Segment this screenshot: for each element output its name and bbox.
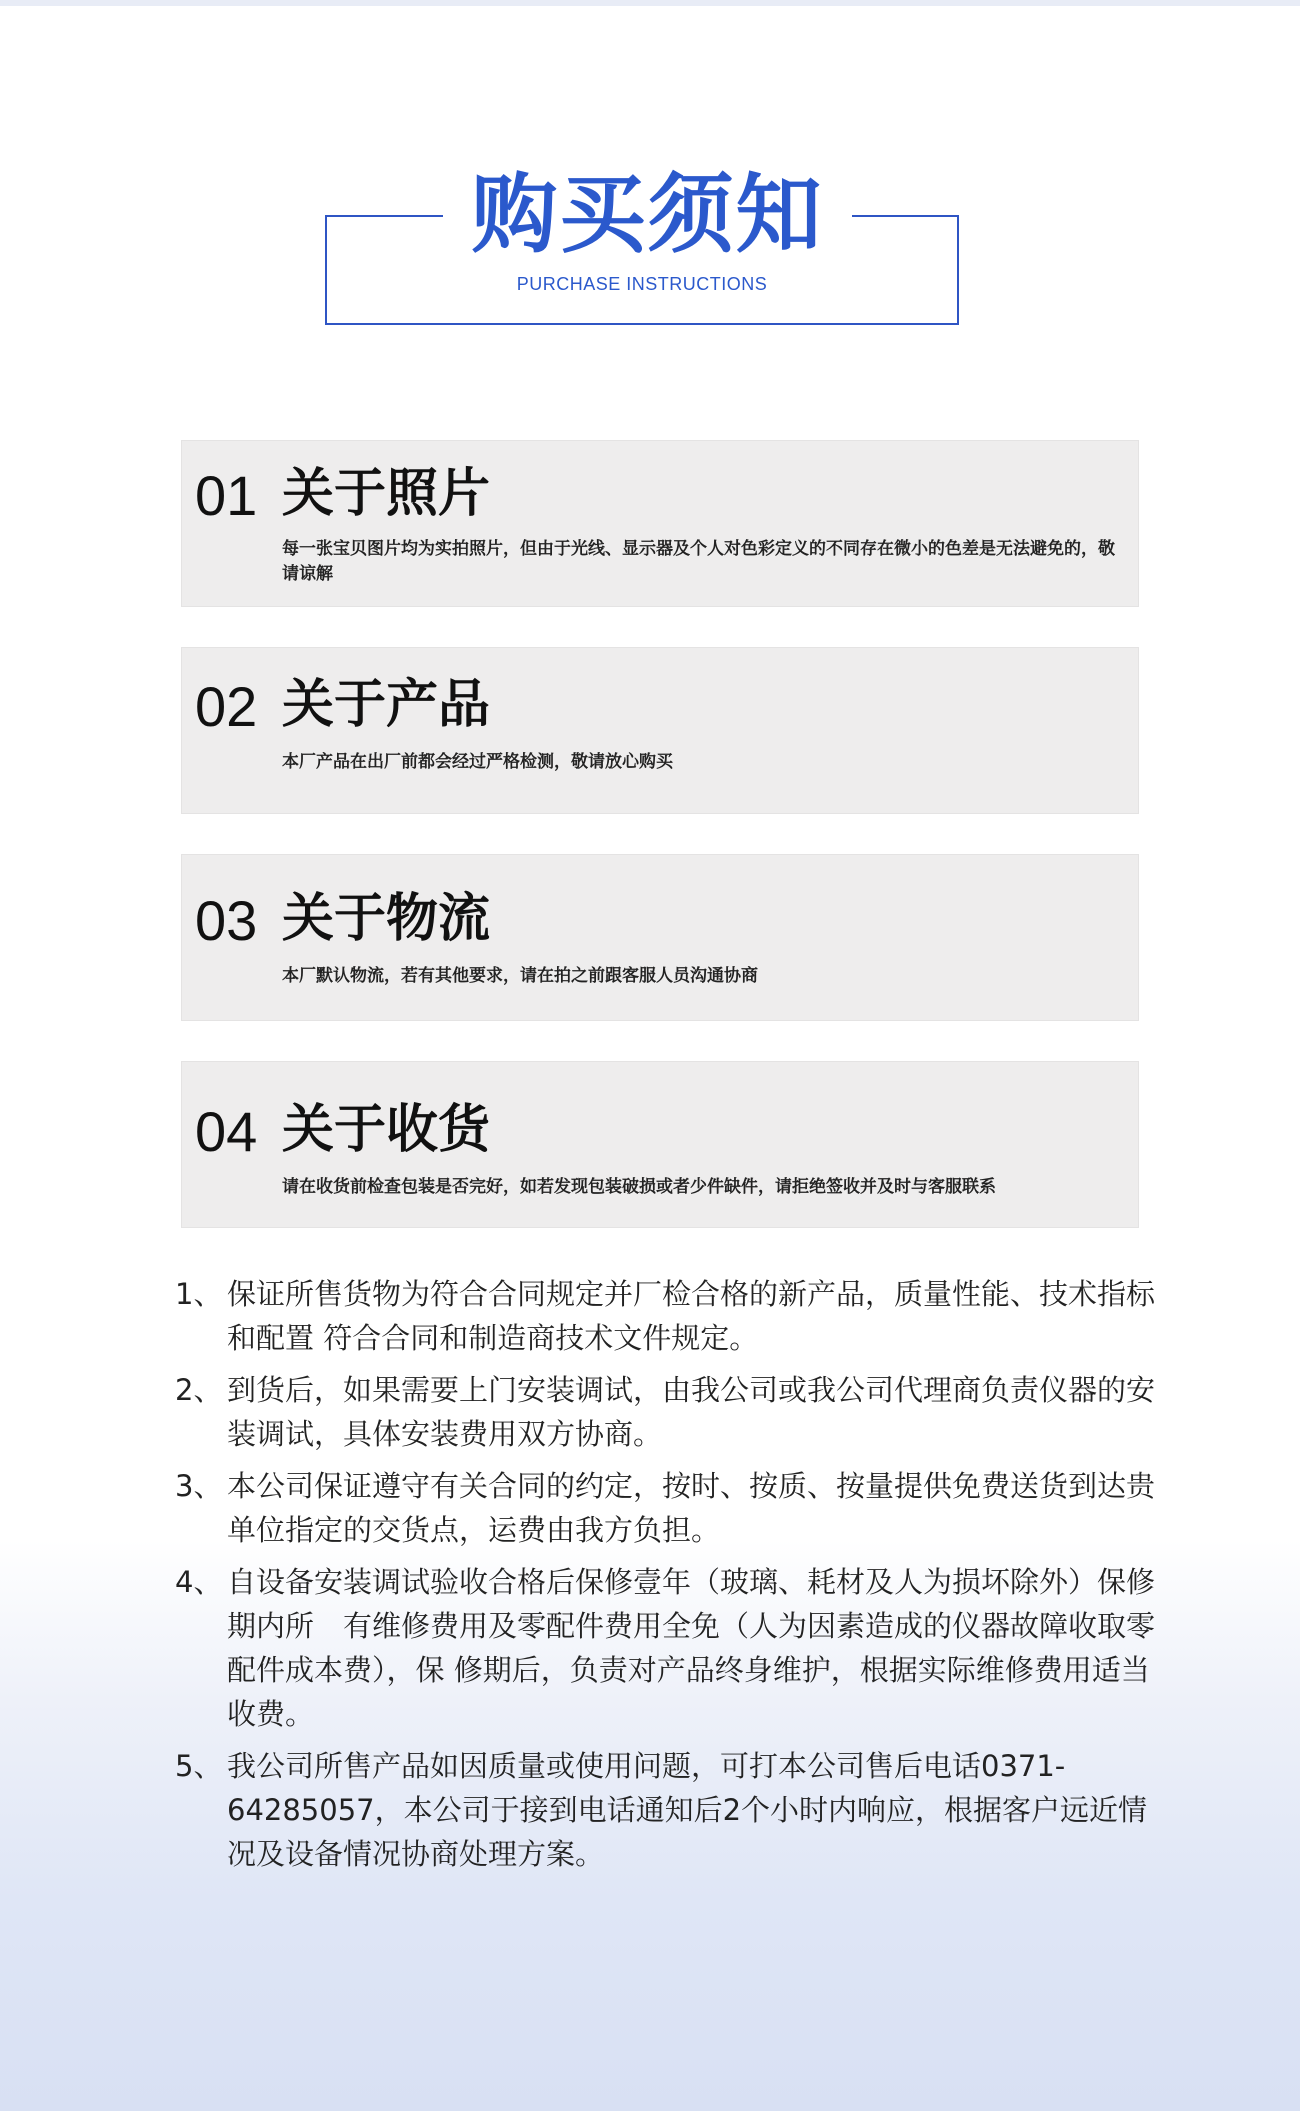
list-item	[175, 1272, 1155, 1360]
header-line-left	[325, 215, 443, 217]
info-card-products	[182, 648, 1138, 813]
info-card-receiving	[182, 1062, 1138, 1227]
list-item-number: 3、	[175, 1469, 223, 1503]
list-item-text: 到货后，如果需要上门安装调试，由我公司或我公司代理商负责仪器的安装调试，具体安装费用双方协商。	[227, 1373, 1156, 1451]
card-number: 01	[195, 464, 258, 527]
list-item-number: 1、	[175, 1277, 223, 1311]
list-item-text: 我公司所售产品如因质量或使用问题，可打本公司售后电话0371-64285057，本公司于接到电话通知后2个小时内响应，根据客户远近情况及设备情况协商处理方案。	[227, 1749, 1148, 1871]
list-item-text: 本公司保证遵守有关合同的约定，按时、按质、按量提供免费送货到达贵单位指定的交货点，运费由我方负担。	[227, 1469, 1156, 1547]
list-item	[175, 1744, 1155, 1876]
card-title: 关于收货	[282, 1100, 491, 1160]
list-item	[175, 1560, 1155, 1736]
list-item-number: 4、	[175, 1565, 223, 1599]
card-number: 03	[195, 889, 258, 952]
card-number: 04	[195, 1100, 258, 1163]
card-number: 02	[195, 675, 258, 738]
list-item-text: 自设备安装调试验收合格后保修壹年（玻璃、耗材及人为损坏除外）保修期内所 有维修费用及零配件费用全免（人为因素造成的仪器故障收取零配件成本费），保 修期后，负责对产品终身维护，根据实际维修费用适当收费。	[227, 1565, 1156, 1731]
page-title: 购买须知	[471, 165, 824, 265]
card-description: 本厂产品在出厂前都会经过严格检测，敬请放心购买	[282, 752, 673, 772]
list-item	[175, 1464, 1155, 1552]
list-item	[175, 1368, 1155, 1456]
section-header	[0, 160, 1300, 330]
card-title: 关于物流	[282, 889, 491, 949]
list-item-number: 2、	[175, 1373, 223, 1407]
terms-list	[175, 1272, 1155, 1884]
info-card-photos	[182, 441, 1138, 606]
header-line-right	[852, 215, 959, 217]
list-item-text: 保证所售货物为符合合同规定并厂检合格的新产品，质量性能、技术指标和配置 符合合同和制造商技术文件规定。	[227, 1277, 1156, 1355]
top-strip	[0, 0, 1300, 6]
info-card-logistics	[182, 855, 1138, 1020]
card-description: 每一张宝贝图片均为实拍照片，但由于光线、显示器及个人对色彩定义的不同存在微小的色差是无法避免的，敬请谅解	[282, 539, 1115, 584]
card-title: 关于产品	[282, 675, 491, 735]
card-title: 关于照片	[282, 464, 491, 524]
card-description: 本厂默认物流，若有其他要求，请在拍之前跟客服人员沟通协商	[282, 966, 758, 986]
list-item-number: 5、	[175, 1749, 223, 1783]
card-description: 请在收货前检查包装是否完好，如若发现包装破损或者少件缺件，请拒绝签收并及时与客服联系	[282, 1177, 996, 1197]
page-subtitle: PURCHASE INSTRUCTIONS	[516, 274, 768, 294]
